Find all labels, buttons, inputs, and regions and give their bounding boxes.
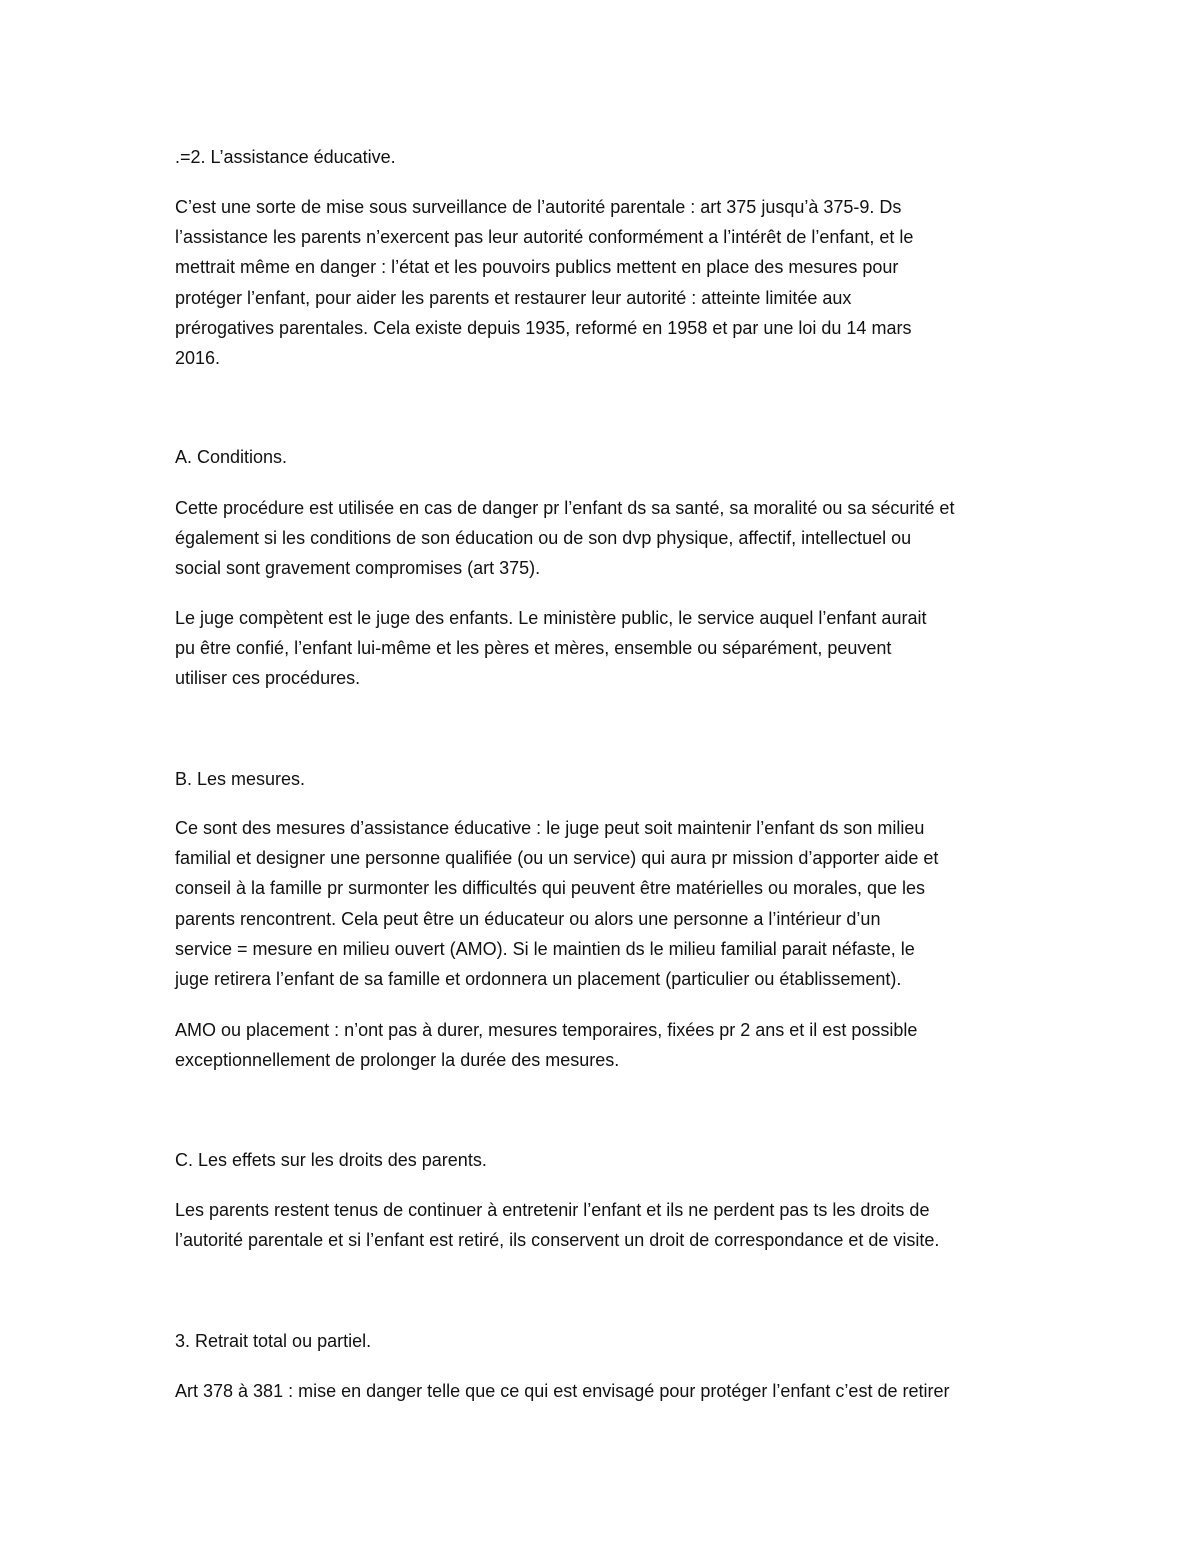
section-heading-c — [175, 1145, 1035, 1175]
paragraph-line: Art 378 à 381 : mise en danger telle que ce qui est envisagé pour protéger l’enfant c’est de retirer — [175, 1381, 950, 1401]
conditions-paragraph-2 — [175, 603, 1035, 694]
paragraph-line: utiliser ces procédures. — [175, 668, 361, 689]
effects-paragraph — [175, 1195, 1035, 1255]
conditions-paragraph-1 — [175, 493, 1035, 584]
paragraph-line: Les parents restent tenus de continuer à entretenir l’enfant et ils ne perdent pas ts les droits de — [175, 1200, 930, 1220]
paragraph-line: l’autorité parentale et si l’enfant est retiré, ils conservent un droit de correspondance et de visite. — [175, 1230, 940, 1251]
paragraph-line: Cette procédure est utilisée en cas de danger pr l’enfant ds sa santé, sa moralité ou sa sécurité et — [175, 498, 955, 518]
paragraph-line: pu être confié, l’enfant lui-même et les pères et mères, ensemble ou séparément, peuvent — [175, 638, 892, 659]
section-heading-2 — [175, 142, 1035, 172]
paragraph-line: mettrait même en danger : l’état et les pouvoirs publics mettent en place des mesures pour — [175, 257, 899, 278]
paragraph-line: familial et designer une personne qualifiée (ou un service) qui aura pr mission d’apporter aide et — [175, 848, 939, 869]
section-heading-b — [175, 764, 1035, 794]
paragraph-line: protéger l’enfant, pour aider les parents et restaurer leur autorité : atteinte limitée aux — [175, 287, 852, 308]
paragraph-line: parents rencontrent. Cela peut être un éducateur ou alors une personne a l’intérieur d’un — [175, 908, 881, 929]
heading-line: .=2. L’assistance éducative. — [175, 147, 396, 167]
heading-line: 3. Retrait total ou partiel. — [175, 1331, 372, 1351]
paragraph-line: AMO ou placement : n’ont pas à durer, mesures temporaires, fixées pr 2 ans et il est possible — [175, 1020, 918, 1040]
measures-paragraph-1 — [175, 813, 1035, 994]
paragraph-line: service = mesure en milieu ouvert (AMO). Si le maintien ds le milieu familial parait néfaste, le — [175, 938, 915, 959]
section-heading-3 — [175, 1326, 1035, 1356]
paragraph-line: 2016. — [175, 348, 221, 369]
paragraph-line: Le juge compètent est le juge des enfants. Le ministère public, le service auquel l’enfant aurait — [175, 608, 927, 628]
paragraph-line: social sont gravement compromises (art 375). — [175, 558, 541, 579]
paragraph-line: juge retirera l’enfant de sa famille et ordonnera un placement (particulier ou établissement). — [175, 969, 902, 990]
paragraph-line: également si les conditions de son éducation ou de son dvp physique, affectif, intellectuel ou — [175, 528, 912, 549]
heading-line: C. Les effets sur les droits des parents. — [175, 1150, 487, 1170]
paragraph-line: prérogatives parentales. Cela existe depuis 1935, reformé en 1958 et par une loi du 14 mars — [175, 317, 912, 338]
paragraph-line: conseil à la famille pr surmonter les difficultés qui peuvent être matérielles ou morales, que les — [175, 878, 926, 899]
withdrawal-paragraph — [175, 1376, 1035, 1406]
paragraph-line: exceptionnellement de prolonger la durée des mesures. — [175, 1050, 620, 1071]
heading-line: A. Conditions. — [175, 447, 288, 467]
intro-paragraph — [175, 192, 1035, 373]
paragraph-line: Ce sont des mesures d’assistance éducative : le juge peut soit maintenir l’enfant ds son milieu — [175, 818, 925, 838]
measures-paragraph-2 — [175, 1015, 1035, 1075]
document-page — [175, 0, 1035, 1553]
heading-line: B. Les mesures. — [175, 769, 306, 789]
paragraph-line: l’assistance les parents n’exercent pas leur autorité conformément a l’intérêt de l’enfant, et le — [175, 227, 914, 248]
paragraph-line: C’est une sorte de mise sous surveillance de l’autorité parentale : art 375 jusqu’à 375-9. Ds — [175, 197, 902, 217]
section-heading-a — [175, 442, 1035, 472]
